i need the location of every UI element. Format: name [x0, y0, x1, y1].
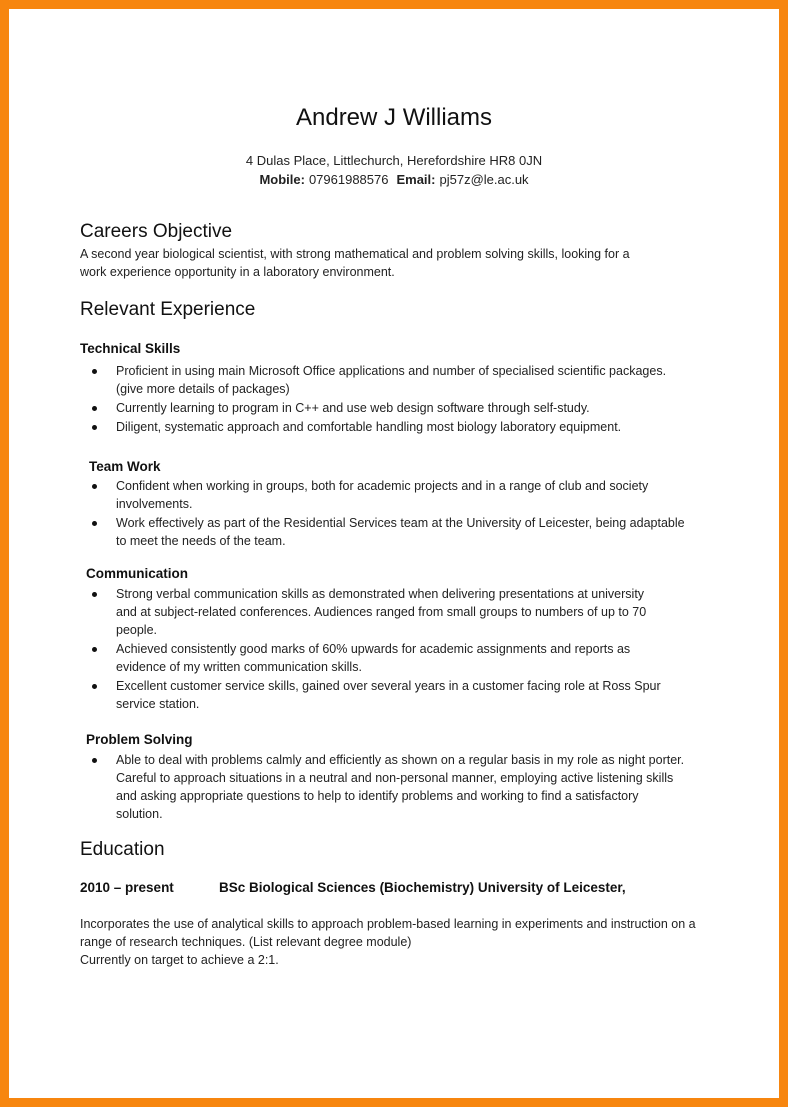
- list-item: Currently learning to program in C++ and use web design software through self-study.: [0, 399, 700, 417]
- education-line: Currently on target to achieve a 2:1.: [80, 953, 279, 967]
- education-period: 2010 – present: [80, 880, 174, 895]
- email-label: Email:: [396, 172, 436, 187]
- list-item: Strong verbal communication skills as demonstrated when delivering presentations at university and at subject-related conferences. Audiences ranged from small groups to numbers of up to 70 people.: [0, 585, 700, 639]
- communication-list: [0, 585, 700, 714]
- list-item: Achieved consistently good marks of 60% upwards for academic assignments and reports as evidence of my written communication skills.: [0, 640, 700, 676]
- team-work-list: [0, 477, 700, 551]
- communication-heading: Communication: [86, 566, 189, 581]
- problem-solving-heading: Problem Solving: [86, 732, 193, 747]
- education-entry: [80, 880, 626, 895]
- education-line: range of research techniques. (List relevant degree module): [80, 935, 412, 949]
- candidate-name: Andrew J Williams: [295, 104, 493, 131]
- education-line: Incorporates the use of analytical skills to approach problem-based learning in experiments and instruction on a: [80, 917, 696, 931]
- list-item: Able to deal with problems calmly and efficiently as shown on a regular basis in my role as night porter. Careful to approach situations in a neutral and non-personal manner, employing active listening skills and asking appropriate questions to help to identify problems and working to find a satisfactory solution.: [0, 751, 700, 823]
- list-item: Excellent customer service skills, gained over several years in a customer facing role at Ross Spur service station.: [0, 677, 700, 713]
- list-item: Diligent, systematic approach and comfortable handling most biology laboratory equipment.: [0, 418, 700, 436]
- education-heading: Education: [80, 839, 165, 860]
- list-item: Work effectively as part of the Residential Services team at the University of Leicester, being adaptable to meet the needs of the team.: [0, 514, 700, 550]
- education-description: [80, 915, 720, 969]
- problem-solving-list: [0, 751, 700, 824]
- list-item: Confident when working in groups, both for academic projects and in a range of club and society involvements.: [0, 477, 700, 513]
- list-item: Proficient in using main Microsoft Office applications and number of specialised scientific packages. (give more details of packages): [0, 362, 700, 398]
- objective-heading: Careers Objective: [80, 221, 233, 242]
- technical-skills-heading: Technical Skills: [80, 341, 181, 356]
- technical-skills-list: [0, 362, 700, 437]
- mobile-number: 07961988576: [308, 172, 389, 187]
- address: 4 Dulas Place, Littlechurch, Herefordshire HR8 0JN: [245, 153, 543, 168]
- experience-heading: Relevant Experience: [80, 299, 256, 320]
- objective-text: [80, 245, 700, 281]
- email-address[interactable]: pj57z@le.ac.uk: [439, 172, 529, 187]
- mobile-label: Mobile:: [259, 172, 305, 187]
- education-degree: BSc Biological Sciences (Biochemistry) University of Leicester,: [219, 880, 626, 895]
- objective-line: work experience opportunity in a laboratory environment.: [80, 265, 395, 279]
- objective-line: A second year biological scientist, with strong mathematical and problem solving skills, looking for a: [80, 247, 630, 261]
- team-work-heading: Team Work: [89, 459, 161, 474]
- contact-line: [0, 172, 788, 187]
